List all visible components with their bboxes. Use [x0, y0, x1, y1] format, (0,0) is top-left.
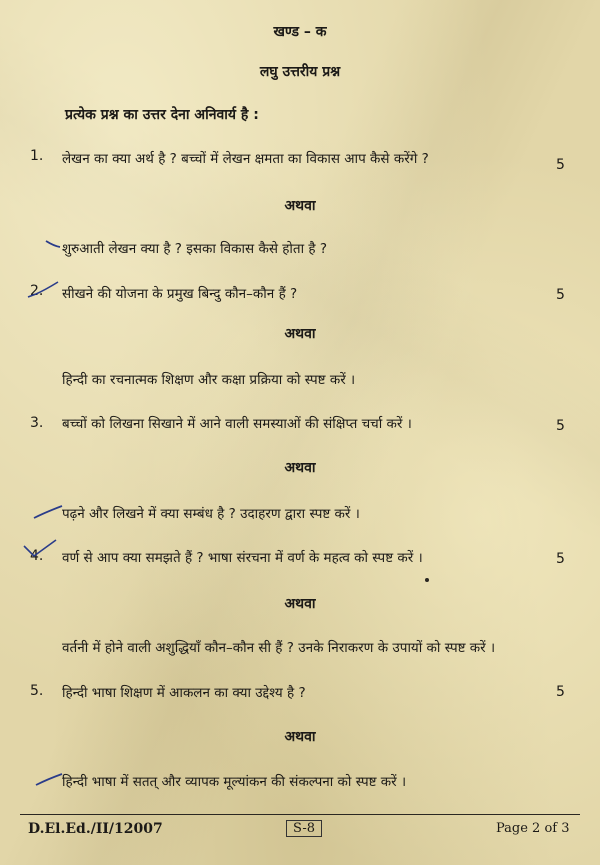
question-text: बच्चों को लिखना सिखाने में आने वाली समस्याओं की संक्षिप्त चर्चा करें ।: [62, 416, 412, 432]
section-title: खण्ड – क: [273, 24, 327, 40]
question-text: लेखन का क्या अर्थ है ? बच्चों में लेखन क्षमता का विकास आप कैसे करेंगे ?: [62, 151, 429, 167]
question-text: सीखने की योजना के प्रमुख बिन्दु कौन–कौन हैं ?: [62, 286, 298, 302]
instructions: प्रत्येक प्रश्न का उत्तर देना अनिवार्य है :: [65, 107, 259, 123]
question-text: वर्ण से आप क्या समझते हैं ? भाषा संरचना में वर्ण के महत्व को स्पष्ट करें ।: [62, 550, 423, 566]
question-number: 5.: [30, 683, 44, 699]
alternative-question-text: पढ़ने और लिखने में क्या सम्बंध है ? उदाहरण द्वारा स्पष्ट करें ।: [62, 506, 360, 522]
question-marks: 5: [556, 418, 565, 434]
question-marks: 5: [556, 287, 565, 303]
page-number: Page 2 of 3: [496, 821, 570, 836]
question-number: 3.: [30, 415, 44, 431]
or-label: अथवा: [284, 326, 316, 342]
or-label: अथवा: [284, 596, 316, 612]
or-label: अथवा: [284, 198, 316, 214]
question-marks: 5: [556, 684, 565, 700]
question-text: हिन्दी भाषा शिक्षण में आकलन का क्या उद्देश्य है ?: [62, 685, 306, 701]
series-badge: S-8: [286, 820, 322, 837]
alternative-question-text: हिन्दी का रचनात्मक शिक्षण और कक्षा प्रक्रिया को स्पष्ट करें ।: [62, 372, 356, 388]
alternative-question-text: हिन्दी भाषा में सतत् और व्यापक मूल्यांकन की संकल्पना को स्पष्ट करें ।: [62, 774, 407, 790]
or-label: अथवा: [284, 729, 316, 745]
question-marks: 5: [556, 551, 565, 567]
question-number: 2.: [30, 283, 44, 299]
section-subtitle: लघु उत्तरीय प्रश्न: [259, 64, 341, 80]
question-number: 4.: [30, 548, 44, 564]
question-number: 1.: [30, 148, 44, 164]
or-label: अथवा: [284, 460, 316, 476]
question-marks: 5: [556, 157, 565, 173]
course-code: D.El.Ed./II/12007: [28, 821, 163, 837]
alternative-question-text: शुरुआती लेखन क्या है ? इसका विकास कैसे होता है ?: [62, 241, 328, 257]
footer-divider: [20, 814, 580, 815]
alternative-question-text: वर्तनी में होने वाली अशुद्धियाँ कौन–कौन सी हैं ? उनके निराकरण के उपायों को स्पष्ट करें ।: [62, 640, 496, 656]
